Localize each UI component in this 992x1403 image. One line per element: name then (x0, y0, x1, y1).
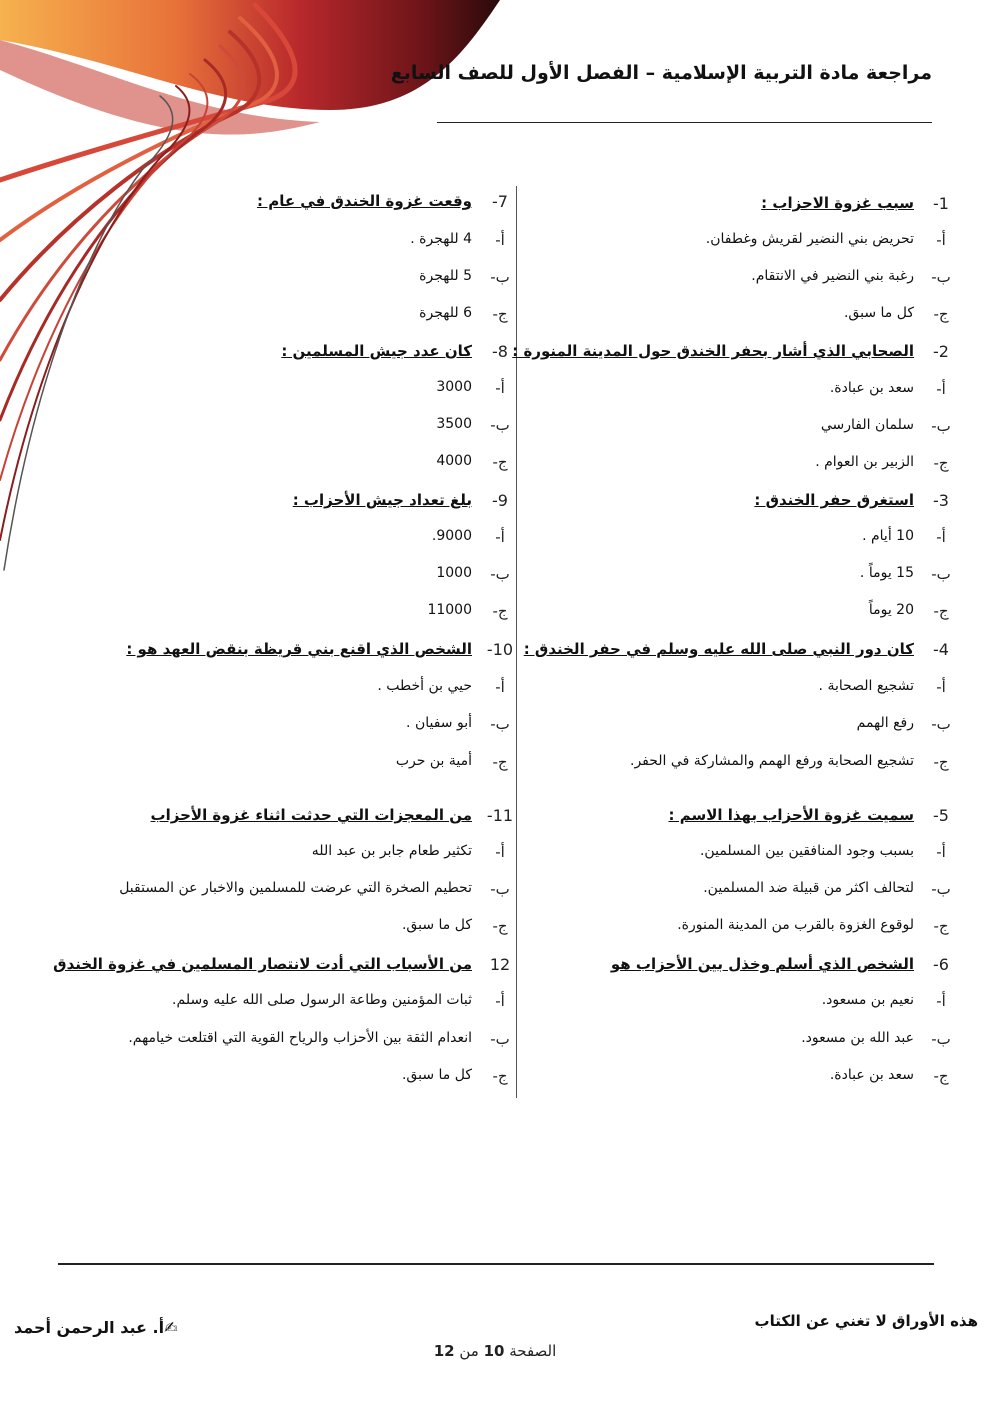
option-label: ب- (490, 1030, 510, 1048)
option-text: 4000 (436, 453, 472, 469)
option-label: ب- (490, 268, 510, 286)
question-number: 4- (933, 640, 949, 659)
option (58, 715, 520, 745)
option-label: ج- (933, 1067, 949, 1085)
option-label: ج- (933, 917, 949, 935)
page-title: مراجعة مادة التربية الإسلامية – الفصل الأول للصف السابع (390, 62, 932, 84)
option-label: ب- (490, 416, 510, 434)
option-label: أ- (936, 231, 946, 249)
option-label: ب- (490, 715, 510, 733)
question-number: 8- (492, 342, 508, 361)
option-label: ب- (931, 880, 951, 898)
author-name: أ. عبد الرحمن أحمد (14, 1318, 165, 1337)
option-label: ج- (933, 454, 949, 472)
option (58, 992, 520, 1022)
question-1 (530, 194, 962, 224)
question-number: 5- (933, 806, 949, 825)
option (58, 880, 520, 910)
option-text: تحطيم الصخرة التي عرضت للمسلمين والاخبار عن المستقبل (119, 880, 472, 896)
question-number: 6- (933, 955, 949, 974)
question-number: 9- (492, 491, 508, 510)
question-text: الصحابي الذي أشار بحفر الخندق حول المدينة المنورة : (512, 342, 914, 360)
question-3 (530, 491, 962, 521)
option-label: أ- (495, 992, 505, 1010)
question-2 (512, 342, 962, 372)
pen-writing-icon: ✍ (164, 1318, 178, 1337)
option (530, 417, 962, 447)
option (58, 1067, 520, 1097)
option-label: أ- (495, 231, 505, 249)
option-text: 11000 (427, 602, 472, 618)
option-text: تشجيع الصحابة ورفع الهمم والمشاركة في الحفر. (630, 753, 914, 769)
option (58, 917, 520, 947)
question-number: 1- (933, 194, 949, 213)
option (58, 416, 520, 446)
option-label: أ- (936, 992, 946, 1010)
option-text: 4 للهجرة . (410, 231, 472, 247)
option-label: ب- (931, 417, 951, 435)
question-10 (58, 640, 520, 670)
option (530, 268, 962, 298)
option (530, 454, 962, 484)
option (530, 1067, 962, 1097)
option (58, 1030, 520, 1060)
footer-divider (58, 1263, 934, 1265)
option-text: أمية بن حرب (395, 753, 472, 769)
option-label: ب- (931, 1030, 951, 1048)
title-underline (437, 122, 932, 123)
option-label: ج- (492, 602, 508, 620)
option (530, 715, 962, 745)
question-4 (523, 640, 962, 670)
option-label: ب- (931, 715, 951, 733)
option-text: كل ما سبق. (401, 1067, 472, 1083)
question-number: 12 (489, 955, 511, 974)
option-text: الزبير بن العوام . (815, 454, 914, 470)
option-text: سعد بن عبادة. (829, 380, 914, 396)
page-of: من (459, 1342, 479, 1360)
option-text: 9000. (431, 528, 472, 544)
question-7 (58, 192, 520, 222)
option (58, 565, 520, 595)
option-text: رغبة بني النضير في الانتقام. (751, 268, 914, 284)
option (530, 917, 962, 947)
question-text: كان عدد جيش المسلمين : (281, 342, 472, 360)
option (530, 380, 962, 410)
question-6 (530, 955, 962, 985)
option-text: كل ما سبق. (401, 917, 472, 933)
question-8 (58, 342, 520, 372)
option-label: أ- (936, 843, 946, 861)
option-text: كل ما سبق. (843, 305, 914, 321)
question-text: من الأسباب التي أدت لانتصار المسلمين في غزوة الخندق (53, 955, 472, 973)
option (530, 880, 962, 910)
option-text: 1000 (436, 565, 472, 581)
option (58, 305, 520, 335)
page-current: 10 (483, 1342, 505, 1360)
option-text: تشجيع الصحابة . (818, 678, 914, 694)
option-text: تكثير طعام جابر بن عبد الله (311, 843, 472, 859)
option-label: ج- (933, 602, 949, 620)
question-text: كان دور النبي صلى الله عليه وسلم في حفر الخندق : (523, 640, 914, 658)
option-text: 6 للهجرة (419, 305, 472, 321)
question-text: وقعت غزوة الخندق في عام : (256, 192, 472, 210)
option-text: ثبات المؤمنين وطاعة الرسول صلى الله عليه وسلم. (172, 992, 472, 1008)
question-text: الشخص الذي أسلم وخذل بين الأحزاب هو (610, 955, 914, 973)
footer-note: هذه الأوراق لا تغني عن الكتاب (754, 1312, 978, 1330)
option (58, 843, 520, 873)
option-label: ج- (492, 453, 508, 471)
option-label: ج- (933, 753, 949, 771)
page-word: الصفحة (509, 1342, 557, 1360)
option-label: ب- (490, 880, 510, 898)
option-text: تحريض بني النضير لقريش وغطفان. (705, 231, 914, 247)
option (530, 231, 962, 261)
option-text: 5 للهجرة (419, 268, 472, 284)
option (58, 602, 520, 632)
option-text: 3000 (436, 379, 472, 395)
option (530, 602, 962, 632)
option-label: ج- (492, 305, 508, 323)
option-label: ج- (492, 753, 508, 771)
option (58, 379, 520, 409)
option-text: عبد الله بن مسعود. (801, 1030, 914, 1046)
option (530, 305, 962, 335)
option (530, 843, 962, 873)
question-text: سميت غزوة الأحزاب بهذا الاسم : (668, 806, 914, 824)
option-label: ب- (490, 565, 510, 583)
option-label: أ- (936, 380, 946, 398)
question-text: سبب غزوة الاحزاب : (761, 194, 914, 212)
page-total: 12 (433, 1342, 455, 1360)
question-number: 11- (486, 806, 514, 825)
question-text: الشخص الذي اقنع بني قريظة بنقض العهد هو : (126, 640, 472, 658)
option-text: لوقوع الغزوة بالقرب من المدينة المنورة. (677, 917, 914, 933)
option-text: أبو سفيان . (406, 715, 472, 731)
option-label: أ- (495, 528, 505, 546)
option (530, 1030, 962, 1060)
page-number (380, 1342, 610, 1360)
option-text: بسبب وجود المنافقين بين المسلمين. (699, 843, 914, 859)
option-text: 3500 (436, 416, 472, 432)
option (58, 453, 520, 483)
option-text: 15 يوماً . (859, 565, 914, 581)
question-text: استغرق حفر الخندق : (754, 491, 914, 509)
option-label: ج- (933, 305, 949, 323)
option-text: سعد بن عبادة. (829, 1067, 914, 1083)
option-text: رفع الهمم (856, 715, 914, 731)
option-text: 10 أيام . (862, 528, 914, 544)
option-label: أ- (495, 678, 505, 696)
option (530, 753, 962, 783)
option-text: انعدام الثقة بين الأحزاب والرياح القوية التي اقتلعت خيامهم. (128, 1030, 472, 1046)
option-text: سلمان الفارسي (820, 417, 914, 433)
option-label: أ- (936, 678, 946, 696)
question-number: 10- (486, 640, 514, 659)
question-number: 2- (933, 342, 949, 361)
question-text: بلغ تعداد جيش الأحزاب : (292, 491, 472, 509)
option-text: حيي بن أخطب . (377, 678, 472, 694)
option (530, 678, 962, 708)
option (530, 565, 962, 595)
option (530, 528, 962, 558)
question-9 (58, 491, 520, 521)
option-text: 20 يوماً (868, 602, 914, 618)
question-text: من المعجزات التي حدثت اثناء غزوة الأحزاب (150, 806, 472, 824)
option (58, 528, 520, 558)
option-text: لتحالف اكثر من قبيلة ضد المسلمين. (703, 880, 914, 896)
option-label: أ- (936, 528, 946, 546)
author-signature (14, 1318, 177, 1337)
question-5 (530, 806, 962, 836)
option (58, 678, 520, 708)
option-text: نعيم بن مسعود. (821, 992, 914, 1008)
option-label: ب- (931, 565, 951, 583)
question-number: 3- (933, 491, 949, 510)
question-number: 7- (492, 192, 508, 211)
option-label: أ- (495, 379, 505, 397)
option (58, 268, 520, 298)
option-label: ب- (931, 268, 951, 286)
option-label: ج- (492, 1067, 508, 1085)
option-label: أ- (495, 843, 505, 861)
question-11 (58, 806, 520, 836)
option (58, 753, 520, 783)
option (530, 992, 962, 1022)
option-label: ج- (492, 917, 508, 935)
question-12 (53, 955, 520, 985)
option (58, 231, 520, 261)
